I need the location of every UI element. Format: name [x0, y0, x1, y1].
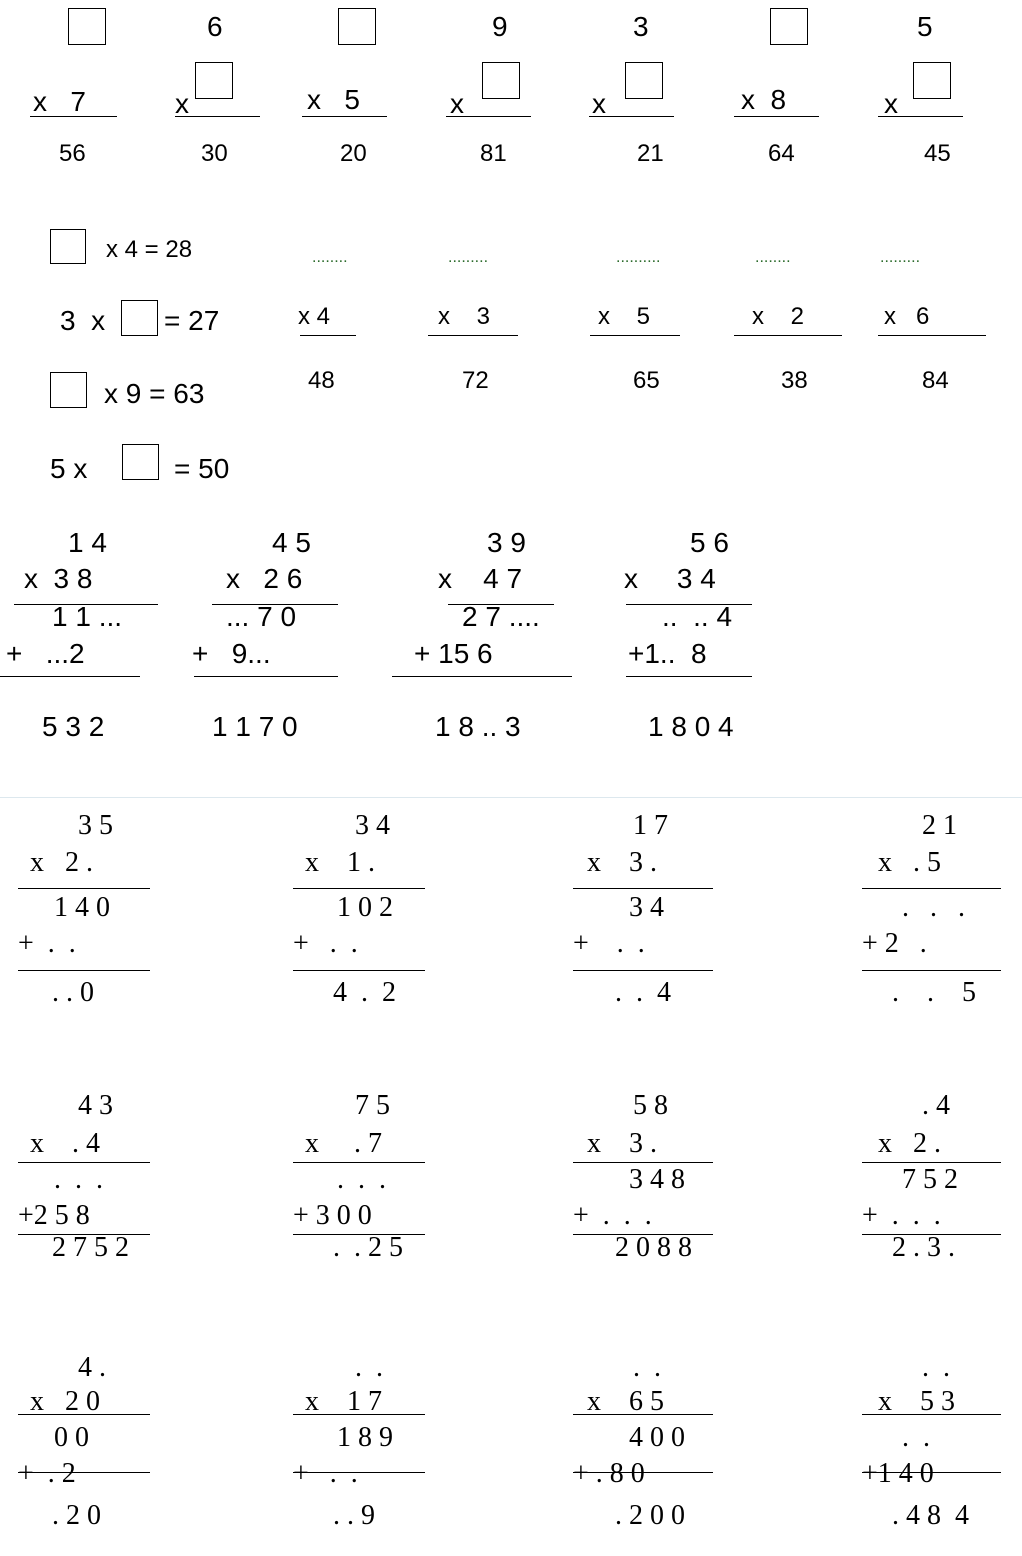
multiplicand: 3 9	[487, 527, 526, 558]
partial-product: 2 7 ....	[462, 601, 540, 632]
underline	[573, 1162, 713, 1163]
partial-product: + ...2	[6, 638, 85, 669]
underline	[30, 116, 117, 117]
underline	[573, 970, 713, 971]
result: . . 5	[892, 977, 976, 1008]
partial-product: + . .	[293, 928, 358, 959]
multiplier: x 2 .	[878, 1128, 941, 1159]
multiplicand: 4 3	[78, 1090, 113, 1121]
multiplier: x 2 6	[226, 563, 303, 594]
result: 1 1 7 0	[212, 711, 298, 742]
multiplier: x 5 3	[878, 1386, 955, 1417]
multiplicand: 6	[207, 11, 223, 42]
multiplier: x 6	[884, 303, 930, 330]
partial-product: +1.. 8	[628, 638, 707, 669]
multiplier: x	[175, 88, 189, 119]
answer-box[interactable]	[913, 62, 951, 99]
equation-text: 3 x	[60, 305, 106, 336]
partial-product: 3 4 8	[629, 1164, 685, 1195]
multiplicand: 1 7	[633, 810, 668, 841]
result: 56	[59, 140, 86, 167]
partial-product: + 9...	[192, 638, 271, 669]
multiplier: x 3 .	[587, 1128, 657, 1159]
result: 64	[768, 140, 795, 167]
partial-product: + . 8 0	[573, 1458, 645, 1489]
multiplicand: 7 5	[355, 1090, 390, 1121]
equation-text: x 9 = 63	[104, 378, 205, 409]
partial-product: + 15 6	[414, 638, 493, 669]
underline	[0, 676, 140, 677]
underline	[300, 335, 356, 336]
multiplier: x 3 .	[587, 847, 657, 878]
multiplier: x 3 8	[24, 563, 93, 594]
result: . 4 8 4	[892, 1500, 969, 1531]
result: . 2 0	[52, 1500, 101, 1531]
blank-dots[interactable]: ........	[312, 249, 348, 266]
underline	[194, 676, 338, 677]
underline	[18, 1162, 150, 1163]
underline	[878, 116, 963, 117]
multiplier: x 3	[438, 303, 491, 330]
underline	[293, 1414, 425, 1415]
multiplier: x . 4	[30, 1128, 100, 1159]
multiplier: x 7	[33, 86, 86, 117]
result: 45	[924, 140, 951, 167]
underline	[862, 1414, 1001, 1415]
underline	[573, 1414, 713, 1415]
partial-product: + . .	[18, 928, 76, 959]
underline	[18, 970, 150, 971]
multiplier: x . 7	[305, 1128, 382, 1159]
underline	[862, 1472, 1001, 1473]
underline	[573, 888, 713, 889]
result: 84	[922, 367, 949, 394]
underline	[302, 116, 387, 117]
partial-product: . . .	[902, 892, 965, 923]
multiplier: x 1 7	[305, 1386, 382, 1417]
partial-product: 1 1 ...	[52, 601, 123, 632]
result: . . 9	[333, 1500, 375, 1531]
partial-product: 1 0 2	[337, 892, 393, 923]
partial-product: .. .. 4	[662, 601, 733, 632]
result: 21	[637, 140, 664, 167]
underline	[734, 116, 819, 117]
result: 2 0 8 8	[615, 1232, 692, 1263]
result: 2 . 3 .	[892, 1232, 955, 1263]
underline	[734, 335, 842, 336]
underline	[293, 970, 425, 971]
partial-product: ... 7 0	[226, 601, 297, 632]
underline	[18, 1234, 150, 1235]
underline	[293, 1162, 425, 1163]
underline	[293, 1234, 425, 1235]
underline	[428, 335, 518, 336]
partial-product: . .	[902, 1422, 930, 1453]
equation-text: x 4 = 28	[106, 236, 193, 263]
underline	[392, 676, 572, 677]
multiplier: x 2 0	[30, 1386, 100, 1417]
multiplier: x . 5	[878, 847, 941, 878]
underline	[175, 116, 260, 117]
result: 72	[462, 367, 489, 394]
multiplicand: 4 .	[78, 1352, 106, 1383]
multiplier: x 4 7	[438, 563, 523, 594]
result: 65	[633, 367, 660, 394]
partial-product: 3 4	[629, 892, 664, 923]
multiplier: x 3 4	[624, 563, 716, 594]
multiplier: x 5	[598, 303, 651, 330]
blank-dots[interactable]: .........	[448, 249, 489, 266]
result: 4 . 2	[333, 977, 396, 1008]
result: 38	[781, 367, 808, 394]
underline	[573, 1472, 713, 1473]
result: . . 2 5	[333, 1232, 403, 1263]
underline	[446, 116, 531, 117]
answer-box[interactable]	[625, 62, 663, 99]
underline	[862, 970, 1001, 971]
result: 48	[308, 367, 335, 394]
partial-product: 0 0	[54, 1422, 89, 1453]
multiplier: x	[592, 88, 606, 119]
multiplier: x 1 .	[305, 847, 375, 878]
multiplicand: 1 4	[68, 527, 107, 558]
multiplicand: 9	[492, 11, 508, 42]
underline	[862, 1162, 1001, 1163]
result: . . 0	[52, 977, 94, 1008]
answer-box[interactable]	[121, 300, 158, 336]
answer-box[interactable]	[50, 229, 86, 264]
blank-dots[interactable]: ..........	[616, 249, 661, 266]
multiplicand: . .	[355, 1352, 383, 1383]
multiplier: x	[884, 88, 898, 119]
blank-dots[interactable]: .........	[880, 249, 921, 266]
answer-box[interactable]	[770, 8, 808, 45]
multiplicand: . .	[922, 1352, 950, 1383]
result: 2 7 5 2	[52, 1232, 129, 1263]
answer-box[interactable]	[195, 62, 233, 99]
underline	[18, 1414, 150, 1415]
equation-text: 5 x	[50, 453, 88, 484]
result: 20	[340, 140, 367, 167]
result: 81	[480, 140, 507, 167]
partial-product: 7 5 2	[902, 1164, 958, 1195]
underline	[293, 1472, 425, 1473]
multiplicand: 3 4	[355, 810, 390, 841]
partial-product: 1 8 9	[337, 1422, 393, 1453]
result: . 2 0 0	[615, 1500, 685, 1531]
underline	[18, 1472, 150, 1473]
multiplicand: 5 6	[690, 527, 729, 558]
underline	[573, 1234, 713, 1235]
multiplicand: 3	[633, 11, 649, 42]
underline	[293, 888, 425, 889]
partial-product: + . . .	[573, 1200, 652, 1231]
multiplier: x 5	[307, 84, 360, 115]
result: 5 3 2	[42, 711, 105, 742]
partial-product: 4 0 0	[629, 1422, 685, 1453]
underline	[18, 888, 150, 889]
multiplier: x 8	[741, 84, 787, 115]
multiplier: x 6 5	[587, 1386, 664, 1417]
partial-product: 1 4 0	[54, 892, 110, 923]
multiplicand: 5 8	[633, 1090, 668, 1121]
multiplier: x 2 .	[30, 847, 93, 878]
partial-product: + 2 .	[862, 928, 927, 959]
result: 30	[201, 140, 228, 167]
underline	[626, 676, 752, 677]
partial-product: . . .	[337, 1164, 386, 1195]
multiplicand: . .	[633, 1352, 661, 1383]
section-divider	[0, 797, 1022, 798]
answer-box[interactable]	[482, 62, 520, 99]
multiplicand: 2 1	[922, 810, 957, 841]
underline	[878, 335, 986, 336]
partial-product: + . .	[293, 1458, 358, 1489]
underline	[589, 116, 674, 117]
multiplicand: 3 5	[78, 810, 113, 841]
underline	[590, 335, 680, 336]
multiplier: x 2	[752, 303, 805, 330]
answer-box[interactable]	[338, 8, 376, 45]
underline	[862, 1234, 1001, 1235]
equation-text: = 27	[164, 305, 220, 336]
multiplicand: . 4	[922, 1090, 950, 1121]
answer-box[interactable]	[122, 444, 159, 480]
partial-product: +2 5 8	[18, 1200, 90, 1231]
result: . . 4	[615, 977, 671, 1008]
partial-product: + . .	[573, 928, 645, 959]
partial-product: + . 2	[18, 1458, 76, 1489]
blank-dots[interactable]: ........	[755, 249, 791, 266]
result: 1 8 0 4	[648, 711, 734, 742]
partial-product: . . .	[54, 1164, 103, 1195]
multiplier: x 4	[298, 303, 331, 330]
result: 1 8 .. 3	[435, 711, 521, 742]
answer-box[interactable]	[68, 8, 106, 45]
underline	[862, 888, 1001, 889]
answer-box[interactable]	[50, 372, 87, 408]
multiplicand: 4 5	[272, 527, 311, 558]
multiplicand: 5	[917, 11, 933, 42]
partial-product: +1 4 0	[862, 1458, 934, 1489]
equation-text: = 50	[174, 453, 230, 484]
partial-product: + . . .	[862, 1200, 941, 1231]
partial-product: + 3 0 0	[293, 1200, 372, 1231]
multiplier: x	[450, 88, 464, 119]
